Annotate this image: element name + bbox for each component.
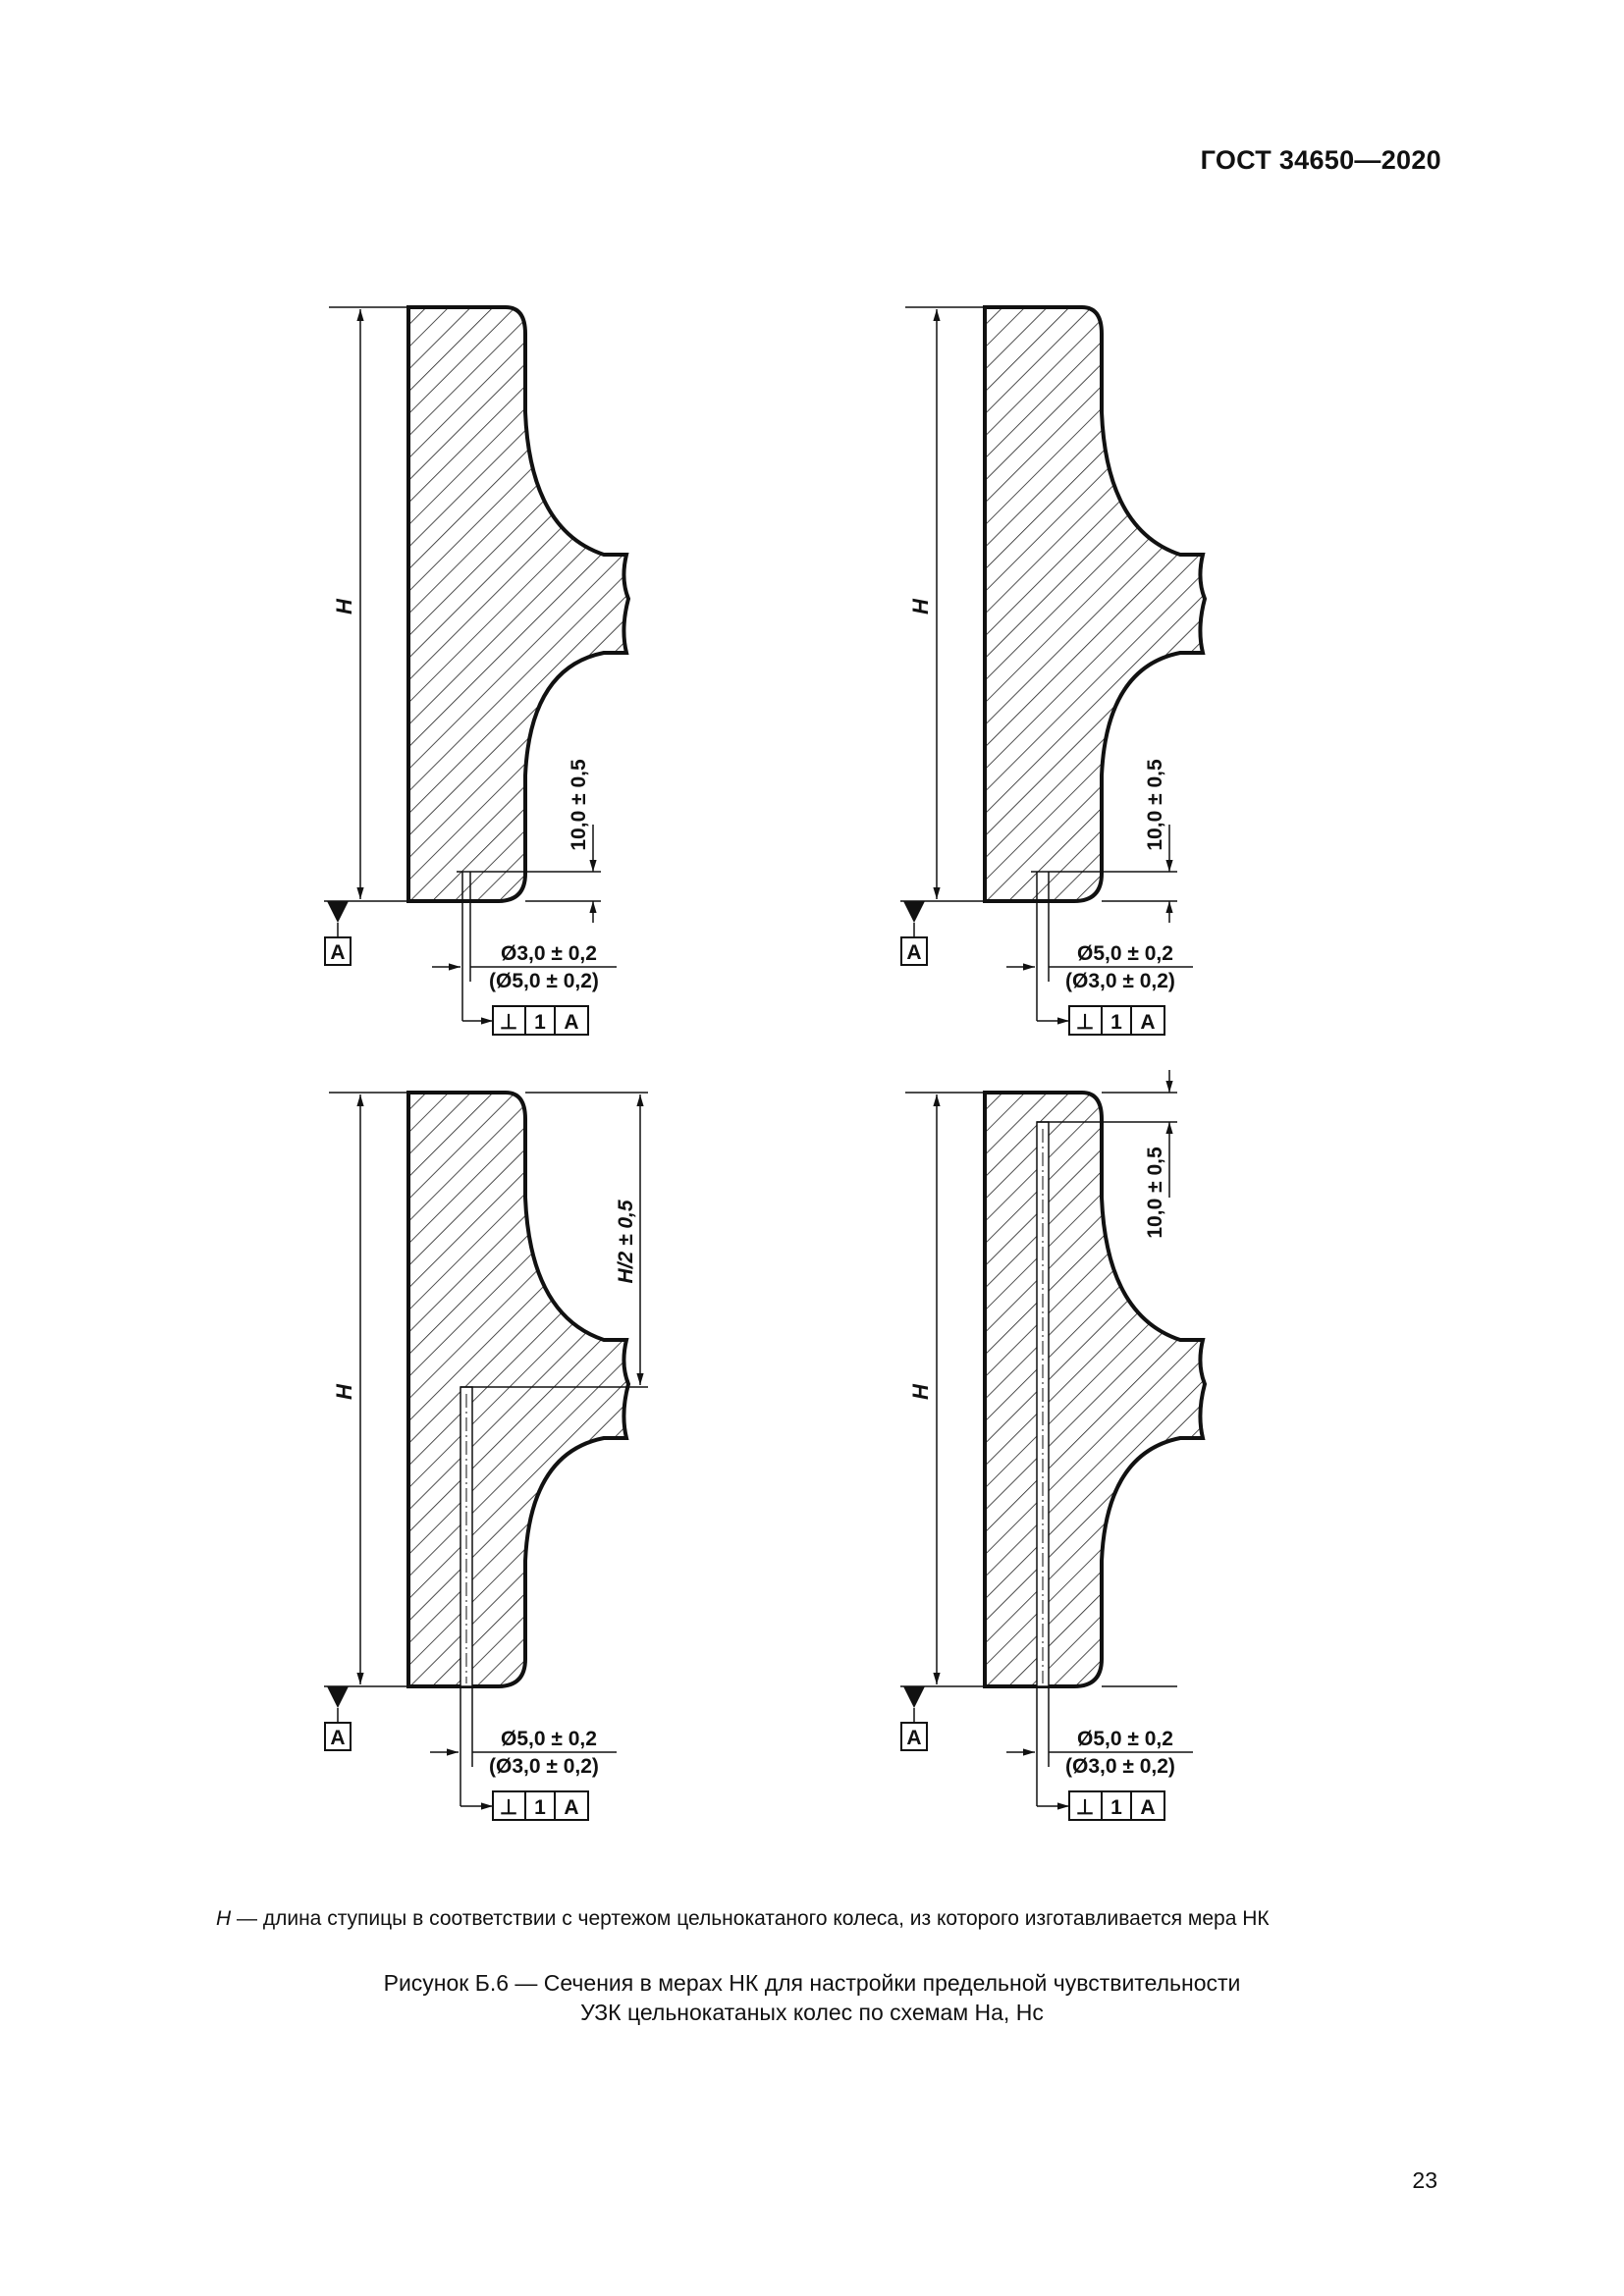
tolerance-value: 1 [1110, 1796, 1122, 1819]
section-top-left [324, 307, 628, 1035]
figure-caption [0, 1968, 1624, 2027]
diameter-alt: (Ø3,0 ± 0,2) [1065, 1755, 1175, 1778]
tolerance-datum: A [1140, 1011, 1156, 1034]
part-profile [408, 1093, 628, 1686]
caption-line-2: УЗК цельнокатаных колес по схемам На, Нс [580, 2000, 1044, 2025]
tolerance-value: 1 [534, 1796, 546, 1819]
diameter-main: Ø5,0 ± 0,2 [1077, 942, 1173, 965]
tolerance-symbol: ⊥ [499, 1796, 518, 1819]
h-label: H [908, 599, 933, 614]
note-symbol: H [216, 1907, 232, 1930]
depth-dim-label: 10,0 ± 0,5 [568, 759, 590, 851]
depth-dim-label: H/2 ± 0,5 [615, 1200, 637, 1284]
h-label: H [332, 1384, 356, 1400]
tolerance-symbol: ⊥ [499, 1011, 518, 1034]
h-label: H [908, 1384, 933, 1400]
section-bottom-right [900, 1070, 1205, 1820]
datum-label: A [330, 941, 346, 964]
note-text: — длина ступицы в соответствии с чертежом цельнокатаного колеса, из которого изготавливается мера НК [231, 1907, 1270, 1930]
diameter-main: Ø5,0 ± 0,2 [501, 1728, 597, 1750]
section-bottom-left [324, 1093, 648, 1820]
diameter-alt: (Ø3,0 ± 0,2) [1065, 970, 1175, 992]
tolerance-symbol: ⊥ [1075, 1011, 1095, 1034]
diameter-alt: (Ø3,0 ± 0,2) [489, 1755, 599, 1778]
tolerance-value: 1 [534, 1011, 546, 1034]
part-profile [985, 1093, 1205, 1686]
datum-label: A [906, 941, 922, 964]
page-number: 23 [1412, 2167, 1437, 2193]
caption-line-1: Рисунок Б.6 — Сечения в мерах НК для настройки предельной чувствительности [383, 1970, 1241, 1996]
standard-header: ГОСТ 34650—2020 [1200, 145, 1441, 175]
tolerance-symbol: ⊥ [1075, 1796, 1095, 1819]
datum-label: A [330, 1727, 346, 1749]
h-label: H [332, 599, 356, 614]
figure-note [216, 1907, 1270, 1931]
tolerance-datum: A [564, 1796, 579, 1819]
tolerance-datum: A [1140, 1796, 1156, 1819]
tolerance-datum: A [564, 1011, 579, 1034]
diameter-main: Ø5,0 ± 0,2 [1077, 1728, 1173, 1750]
tolerance-value: 1 [1110, 1011, 1122, 1034]
diameter-main: Ø3,0 ± 0,2 [501, 942, 597, 965]
section-top-right [900, 307, 1205, 1035]
depth-dim-label: 10,0 ± 0,5 [1144, 1147, 1166, 1239]
diameter-alt: (Ø5,0 ± 0,2) [489, 970, 599, 992]
depth-dim-label: 10,0 ± 0,5 [1144, 759, 1166, 851]
part-profile [985, 307, 1205, 901]
datum-label: A [906, 1727, 922, 1749]
part-profile [408, 307, 628, 901]
